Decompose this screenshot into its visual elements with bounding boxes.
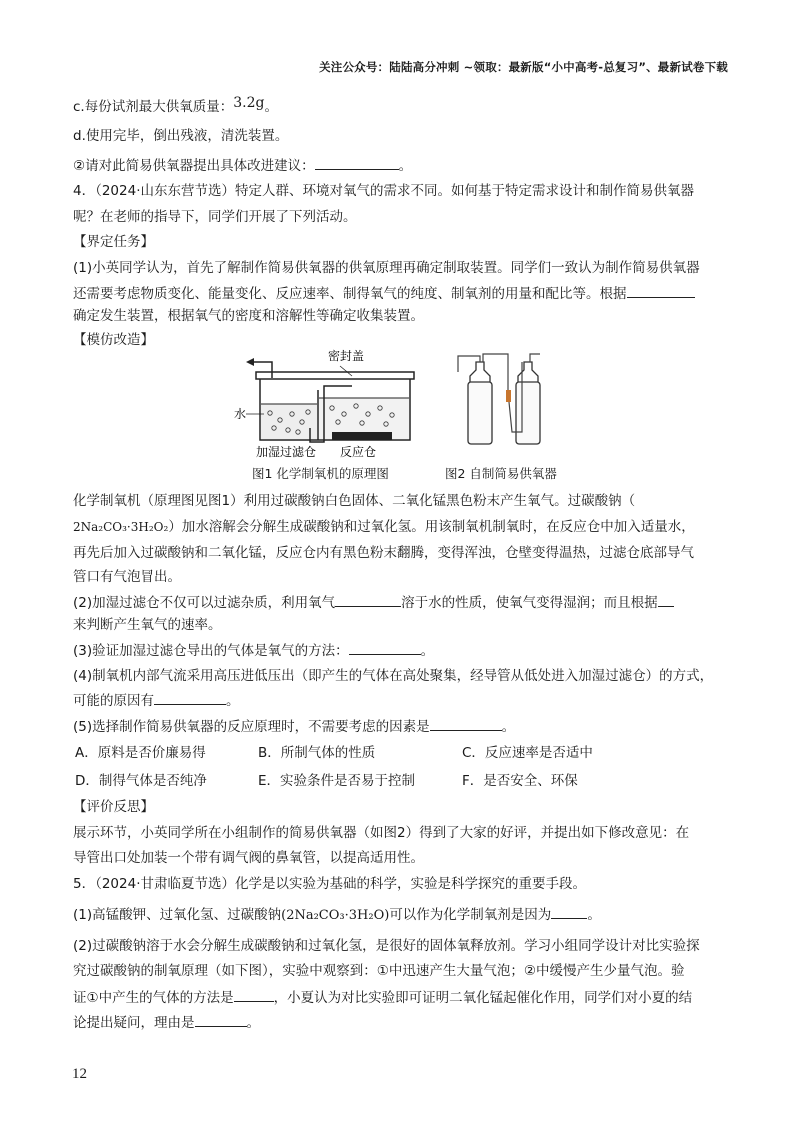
text-line4: 管口有气泡冒出。 [73, 569, 181, 585]
review-line2: 导管出口处加装一个带有调气阀的鼻氧管，以提高适用性。 [73, 850, 424, 866]
sub1-line3: 确定发生装置，根据氧气的密度和溶解性等确定收集装置。 [73, 308, 424, 324]
text-line3: 再先后加入过碳酸钠和二氧化锰，反应仓内有黑色粉末翻腾，变得浑浊，仓壁变得温热，过滤仓底部导气 [73, 545, 694, 561]
page-number: 12 [72, 1066, 87, 1082]
figure-1-diagram [232, 348, 422, 460]
option-f: F．是否安全、环保 [462, 773, 578, 789]
q5-2-line3: 证①中产生的气体的方法是 ，小夏认为对比实验即可证明二氧化锰起催化作用，同学们对小夏的结 [73, 987, 692, 1008]
problem-5: 5．（2024·甘肃临夏节选）化学是以实验为基础的科学，实验是科学探究的重要手段。 [73, 876, 586, 892]
option-b: B．所制气体的性质 [258, 745, 376, 761]
label-filter: 加湿过滤仓 [256, 445, 317, 459]
item-c: c.每份试剂最大供氧质量：3.2g。 [73, 95, 278, 115]
label-reactor: 反应仓 [340, 445, 377, 459]
sub1-line2: 还需要考虑物质变化、能量变化、反应速率、制得氧气的纯度、制氧剂的用量和配比等。根据 [73, 283, 695, 304]
sub2-line1: (2)加湿过滤仓不仅可以过滤杂质，利用氧气 溶于水的性质，使氧气变得湿润；而且根据 [73, 592, 674, 613]
review-line1: 展示环节，小英同学所在小组制作的简易供氧器（如图2）得到了大家的好评，并提出如下修改意见：在 [73, 825, 690, 841]
section-evaluate: 【评价反思】 [73, 799, 154, 815]
option-a: A．原料是否价廉易得 [75, 745, 206, 761]
q5-1: (1)高锰酸钾、过氧化氢、过碳酸钠(2Na₂CO₃·3H₂O)可以作为化学制氧剂是因为 。 [73, 904, 601, 926]
question-2: ②请对此简易供氧器提出具体改进建议： 。 [73, 155, 412, 176]
item-d: d.使用完毕，倒出残液，清洗装置。 [73, 128, 289, 144]
sub4-line1: (4)制氧机内部气流采用高压进低压出（即产生的气体在高处聚集，经导管从低处进入加湿过滤仓）的方式， [73, 668, 714, 684]
q5-2-line1: (2)过碳酸钠溶于水会分解生成碳酸钠和过氧化氢，是很好的固体氧释放剂。学习小组同学设计对比实验探 [73, 938, 700, 954]
sub4-line2: 可能的原因有 。 [73, 690, 240, 711]
text-line2: 2Na₂CO₃·3H₂O₂）加水溶解会分解生成碳酸钠和过氧化氢。用该制氧机制氧时，在反应仓中加入适量水， [73, 519, 695, 535]
sub5: (5)选择制作简易供氧器的反应原理时，不需要考虑的因素是 。 [73, 716, 515, 737]
option-e: E．实验条件是否易于控制 [258, 773, 416, 789]
section-imitate: 【模仿改造】 [73, 332, 154, 348]
caption-figure-2: 图2 自制简易供氧器 [445, 466, 557, 481]
sub2-line2: 来判断产生氧气的速率。 [73, 617, 222, 633]
q5-2-line4: 论提出疑问，理由是 。 [73, 1012, 260, 1033]
q5-2-line2: 究过碳酸钠的制氧原理（如下图），实验中观察到：①中迅速产生大量气泡；②中缓慢产生少量气泡。验 [73, 963, 685, 979]
problem-4-line2: 呢？在老师的指导下，同学们开展了下列活动。 [73, 209, 357, 225]
section-define-task: 【界定任务】 [73, 234, 154, 250]
sub1-line1: (1)小英同学认为，首先了解制作简易供氧器的供氧原理再确定制取装置。同学们一致认为制作简易供氧器 [73, 260, 700, 276]
caption-figure-1: 图1 化学制氧机的原理图 [252, 466, 389, 481]
label-water: 水 [234, 407, 247, 421]
page-header: 关注公众号：陆陆高分冲刺 ~领取：最新版“小中高考-总复习”、最新试卷下载 [319, 60, 728, 74]
figure-2-diagram [450, 352, 560, 452]
text-line1: 化学制氧机（原理图见图1）利用过碳酸钠白色固体、二氧化锰黑色粉末产生氧气。过碳酸钠（ [73, 493, 636, 509]
problem-4-line1: 4．（2024·山东东营节选）特定人群、环境对氧气的需求不同。如何基于特定需求设计和制作简易供氧器 [73, 183, 694, 199]
option-d: D．制得气体是否纯净 [75, 773, 207, 789]
option-c: C．反应速率是否适中 [462, 745, 593, 761]
label-cover: 密封盖 [328, 349, 365, 363]
sub3: (3)验证加湿过滤仓导出的气体是氧气的方法： 。 [73, 640, 434, 661]
